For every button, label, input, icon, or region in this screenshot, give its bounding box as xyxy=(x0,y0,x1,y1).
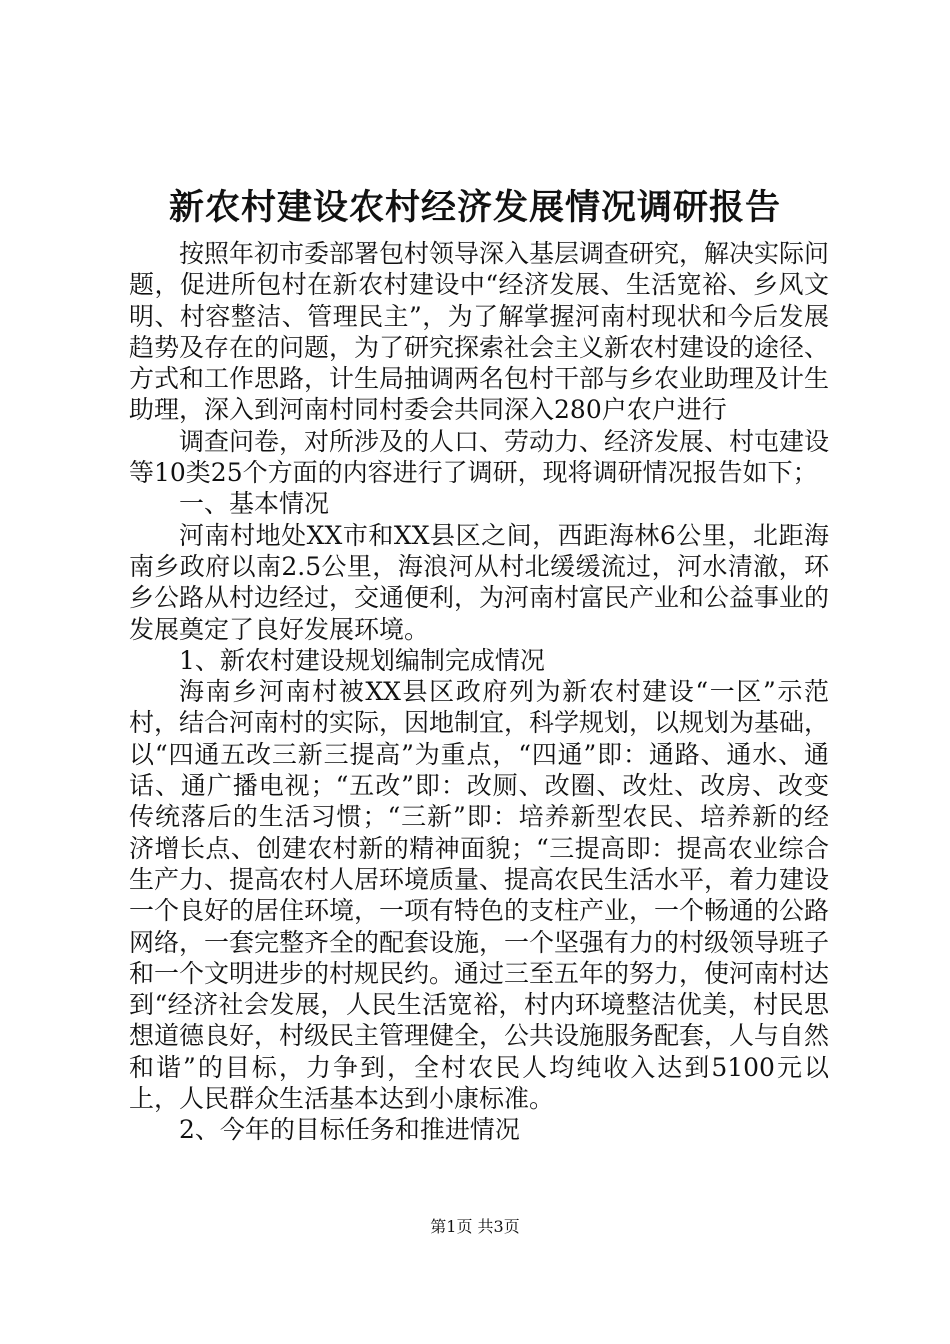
document-body xyxy=(129,238,829,1146)
section-heading-basic: 一、基本情况 xyxy=(179,489,330,519)
subheading-targets: 2、今年的目标任务和推进情况 xyxy=(179,1115,520,1145)
paragraph-intro: 按照年初市委部署包村领导深入基层调查研究，解决实际问题，促进所包村在新农村建设中“经济发展、生活宽裕、乡风文明、村容整洁、管理民主”，为了解掌握河南村现状和今后发展趋势及存在的问题，为了研究探索社会主义新农村建设的途径、方式和工作思路，计生局抽调两名包村干部与乡农业助理及计生助理，深入到河南村同村委会共同深入280户农户进行 xyxy=(129,239,830,425)
subheading-planning: 1、新农村建设规划编制完成情况 xyxy=(179,645,545,675)
paragraph-location: 河南村地处XX市和XX县区之间，西距海林6公里，北距海南乡政府以南2.5公里，海浪河从村北缓缓流过，河水清澈，环乡公路从村边经过，交通便利，为河南村富民产业和公益事业的发展奠定了良好发展环境。 xyxy=(129,520,830,644)
document-title: 新农村建设农村经济发展情况调研报告 xyxy=(168,187,781,228)
page-footer: 第1页 共3页 xyxy=(430,1217,520,1236)
paragraph-planning: 海南乡河南村被XX县区政府列为新农村建设“一区”示范村，结合河南村的实际，因地制宜，科学规划，以规划为基础，以“四通五改三新三提高”为重点，“四通”即：通路、通水、通话、通广播电视；“五改”即：改厕、改圈、改灶、改房、改变传统落后的生活习惯；“三新”即：培养新型农民、培养新的经济增长点、创建农村新的精神面貌；“三提高即：提高农业综合生产力、提高农村人居环境质量、提高农民生活水平，着力建设一个良好的居住环境，一项有特色的支柱产业，一个畅通的公路网络，一套完整齐全的配套设施，一个坚强有力的村级领导班子和一个文明进步的村规民约。通过三至五年的努力，使河南村达到“经济社会发展，人民生活宽裕，村内环境整洁优美，村民思想道德良好，村级民主管理健全，公共设施服务配套，人与自然和谐”的目标，力争到，全村农民人均纯收入达到5100元以上，人民群众生活基本达到小康标准。 xyxy=(129,677,830,1114)
paragraph-survey: 调查问卷，对所涉及的人口、劳动力、经济发展、村屯建设等10类25个方面的内容进行了调研，现将调研情况报告如下； xyxy=(129,426,830,488)
